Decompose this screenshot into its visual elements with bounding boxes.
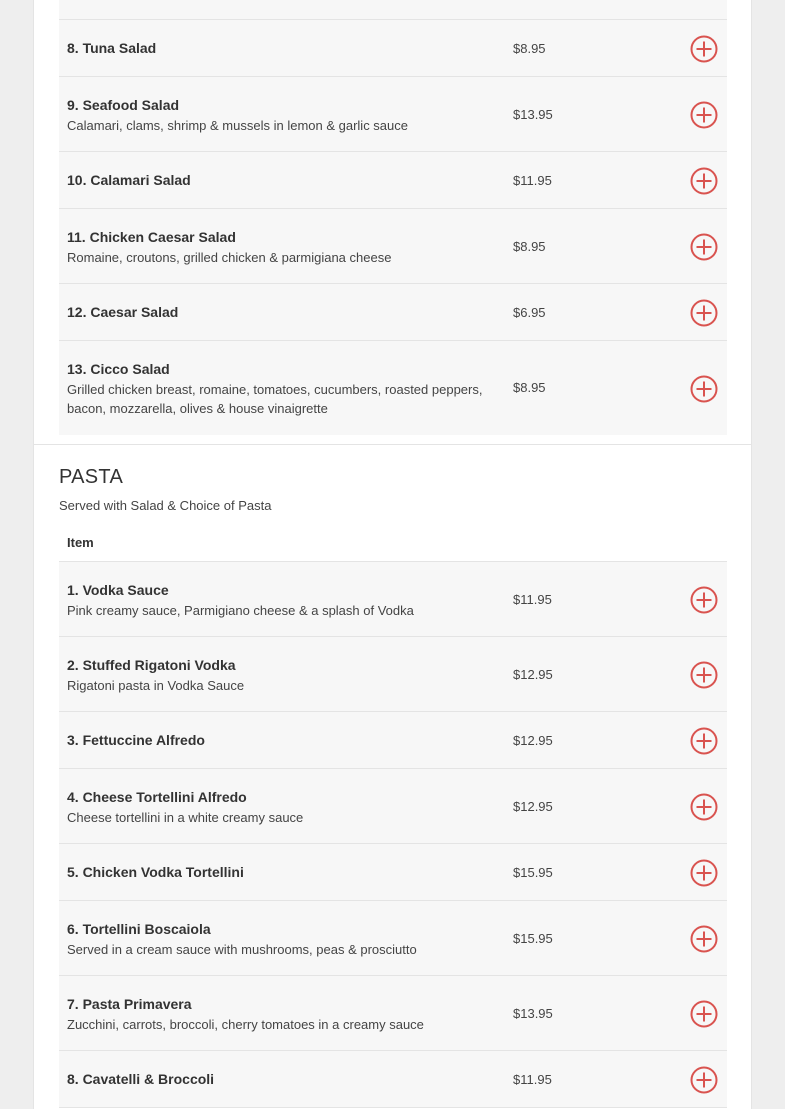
table-row-partial [59, 0, 727, 20]
salad-section [59, 0, 727, 435]
item-name: 6. Tortellini Boscaiola [67, 921, 211, 937]
menu-item-row[interactable] [59, 901, 727, 976]
item-price: $13.95 [513, 1006, 553, 1021]
item-name: 12. Caesar Salad [67, 304, 179, 320]
item-price: $12.95 [513, 667, 553, 682]
item-name: 5. Chicken Vodka Tortellini [67, 864, 244, 880]
item-name: 9. Seafood Salad [67, 97, 180, 113]
column-header-item: Item [67, 535, 94, 550]
item-name: 11. Chicken Caesar Salad [67, 229, 236, 245]
plus-circle-icon[interactable] [690, 1066, 718, 1094]
menu-item-row[interactable] [59, 562, 727, 637]
item-price: $8.95 [513, 41, 546, 56]
item-name: 7. Pasta Primavera [67, 996, 192, 1012]
menu-item-row[interactable] [59, 976, 727, 1051]
menu-item-row[interactable] [59, 152, 727, 209]
plus-circle-icon[interactable] [690, 661, 718, 689]
item-price: $6.95 [513, 305, 546, 320]
item-name: 2. Stuffed Rigatoni Vodka [67, 657, 236, 673]
item-price: $15.95 [513, 931, 553, 946]
item-name: 8. Cavatelli & Broccoli [67, 1071, 215, 1087]
menu-item-row[interactable] [59, 1051, 727, 1108]
item-price: $12.95 [513, 799, 553, 814]
column-header [59, 529, 727, 563]
item-price: $11.95 [513, 1072, 552, 1087]
menu-item-row[interactable] [59, 769, 727, 844]
section-divider [34, 444, 751, 445]
item-price: $15.95 [513, 865, 553, 880]
menu-item-row[interactable] [59, 20, 727, 77]
plus-circle-icon[interactable] [690, 233, 718, 261]
item-description: Calamari, clams, shrimp & mussels in lemon & garlic sauce [67, 118, 408, 133]
plus-circle-icon[interactable] [690, 793, 718, 821]
menu-item-row[interactable] [59, 284, 727, 341]
menu-item-row[interactable] [59, 637, 727, 712]
item-price: $8.95 [513, 380, 546, 395]
plus-circle-icon[interactable] [690, 727, 718, 755]
item-price: $13.95 [513, 107, 553, 122]
item-price: $11.95 [513, 173, 552, 188]
plus-circle-icon[interactable] [690, 101, 718, 129]
item-description: Zucchini, carrots, broccoli, cherry tomatoes in a creamy sauce [67, 1017, 424, 1032]
plus-circle-icon[interactable] [690, 167, 718, 195]
item-price: $11.95 [513, 592, 552, 607]
plus-circle-icon[interactable] [690, 35, 718, 63]
item-description: Rigatoni pasta in Vodka Sauce [67, 678, 245, 693]
menu-item-row[interactable] [59, 844, 727, 901]
plus-circle-icon[interactable] [690, 925, 718, 953]
menu-item-row[interactable] [59, 209, 727, 284]
plus-circle-icon[interactable] [690, 859, 718, 887]
section-subtitle: Served with Salad & Choice of Pasta [59, 498, 272, 513]
item-name: 4. Cheese Tortellini Alfredo [67, 789, 247, 805]
plus-circle-icon[interactable] [690, 1000, 718, 1028]
plus-circle-icon[interactable] [690, 299, 718, 327]
item-description: Served in a cream sauce with mushrooms, peas & prosciutto [67, 942, 417, 957]
item-description: Pink creamy sauce, Parmigiano cheese & a splash of Vodka [67, 603, 414, 618]
menu-item-row[interactable] [59, 77, 727, 152]
item-name: 1. Vodka Sauce [67, 582, 169, 598]
menu-page [33, 0, 752, 1109]
plus-circle-icon[interactable] [690, 375, 718, 403]
pasta-item-list [59, 562, 727, 1108]
item-price: $8.95 [513, 239, 546, 254]
section-title: PASTA [59, 466, 124, 488]
item-name: 3. Fettuccine Alfredo [67, 732, 205, 748]
menu-item-row[interactable] [59, 341, 727, 435]
item-name: 8. Tuna Salad [67, 40, 157, 56]
item-name: 13. Cicco Salad [67, 361, 170, 377]
item-description: Romaine, croutons, grilled chicken & parmigiana cheese [67, 250, 392, 265]
menu-item-row[interactable] [59, 712, 727, 769]
item-description: Cheese tortellini in a white creamy sauce [67, 810, 304, 825]
item-name: 10. Calamari Salad [67, 172, 191, 188]
plus-circle-icon[interactable] [690, 586, 718, 614]
item-description: Grilled chicken breast, romaine, tomatoes, cucumbers, roasted peppers, bacon, mozzarella, olives & house vinaigrette [67, 382, 483, 416]
item-price: $12.95 [513, 733, 553, 748]
salad-item-list [59, 20, 727, 435]
